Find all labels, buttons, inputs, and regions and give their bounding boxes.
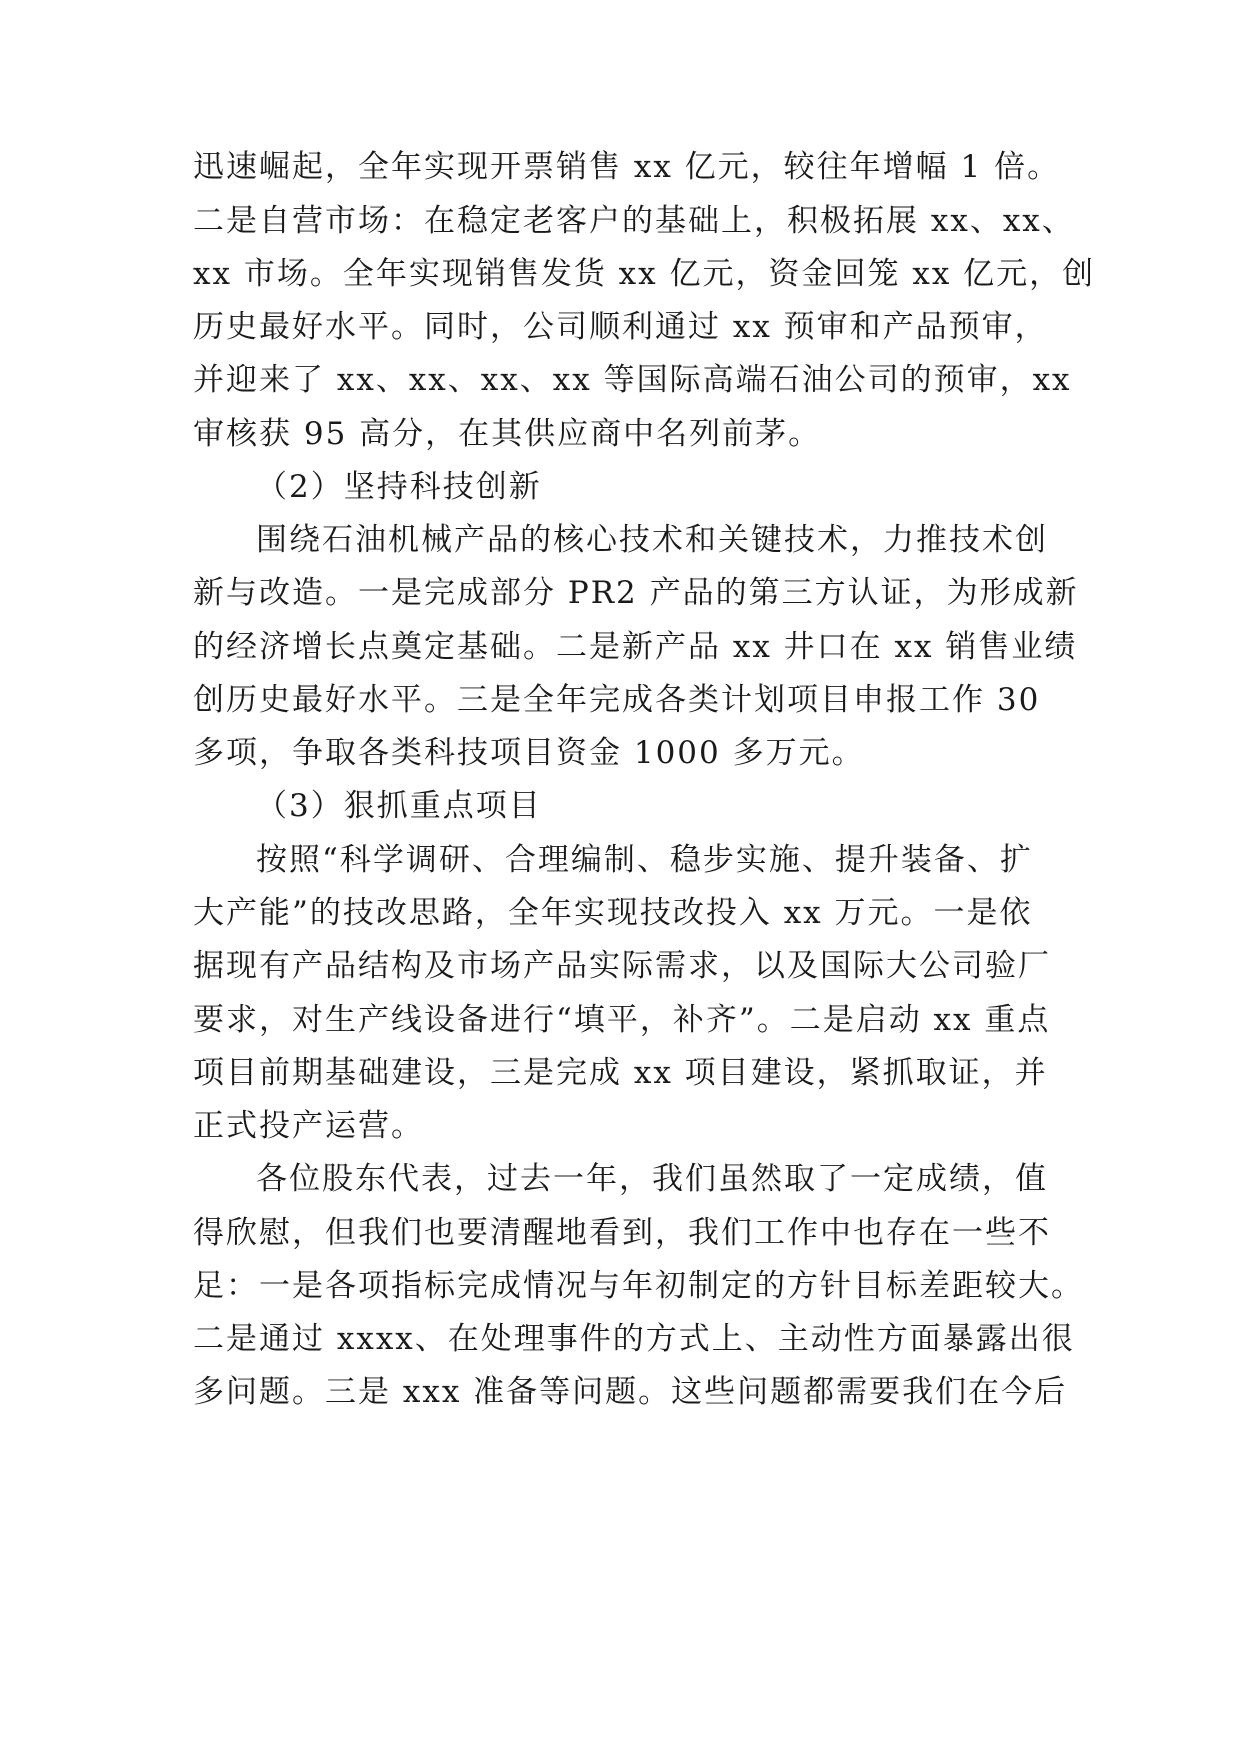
section-heading: （3）狠抓重点项目 [256,788,542,824]
text-line: 二是通过 xxxx、在处理事件的方式上、主动性方面暴露出很 [193,1321,1075,1357]
text-line: 得欣慰，但我们也要清醒地看到，我们工作中也存在一些不 [193,1215,1051,1251]
text-line: 正式投产运营。 [193,1108,424,1144]
text-line: 各位股东代表，过去一年，我们虽然取了一定成绩，值 [256,1161,1048,1197]
text-line: 二是自营市场：在稳定老客户的基础上，积极拓展 xx、xx、 [193,203,1075,239]
text-line: 按照“科学调研、合理编制、稳步实施、提升装备、扩 [256,842,1033,878]
text-line: 审核获 95 高分，在其供应商中名列前茅。 [193,416,822,452]
text-line: 多项，争取各类科技项目资金 1000 多万元。 [193,735,865,771]
text-line: 据现有产品结构及市场产品实际需求，以及国际大公司验厂 [193,948,1051,984]
text-line: 大产能”的技改思路，全年实现技改投入 xx 万元。一是依 [193,895,1033,931]
text-line: 足：一是各项指标完成情况与年初制定的方针目标差距较大。 [193,1268,1084,1304]
text-line: 并迎来了 xx、xx、xx、xx 等国际高端石油公司的预审，xx [193,362,1072,398]
text-line: 迅速崛起，全年实现开票销售 xx 亿元，较往年增幅 1 倍。 [193,149,1061,185]
section-heading: （2）坚持科技创新 [256,469,542,505]
text-line: 新与改造。一是完成部分 PR2 产品的第三方认证，为形成新 [193,575,1079,611]
text-line: xx 市场。全年实现销售发货 xx 亿元，资金回笼 xx 亿元，创 [193,256,1096,292]
text-line: 创历史最好水平。三是全年完成各类计划项目申报工作 30 [193,682,1041,718]
text-line: 多问题。三是 xxx 准备等问题。这些问题都需要我们在今后 [193,1374,1068,1410]
text-line: 的经济增长点奠定基础。二是新产品 xx 井口在 xx 销售业绩 [193,629,1078,665]
text-line: 项目前期基础建设，三是完成 xx 项目建设，紧抓取证，并 [193,1055,1048,1091]
text-line: 历史最好水平。同时，公司顺利通过 xx 预审和产品预审， [193,309,1048,345]
text-line: 要求，对生产线设备进行“填平，补齐”。二是启动 xx 重点 [193,1002,1051,1038]
text-line: 围绕石油机械产品的核心技术和关键技术，力推技术创 [256,522,1048,558]
